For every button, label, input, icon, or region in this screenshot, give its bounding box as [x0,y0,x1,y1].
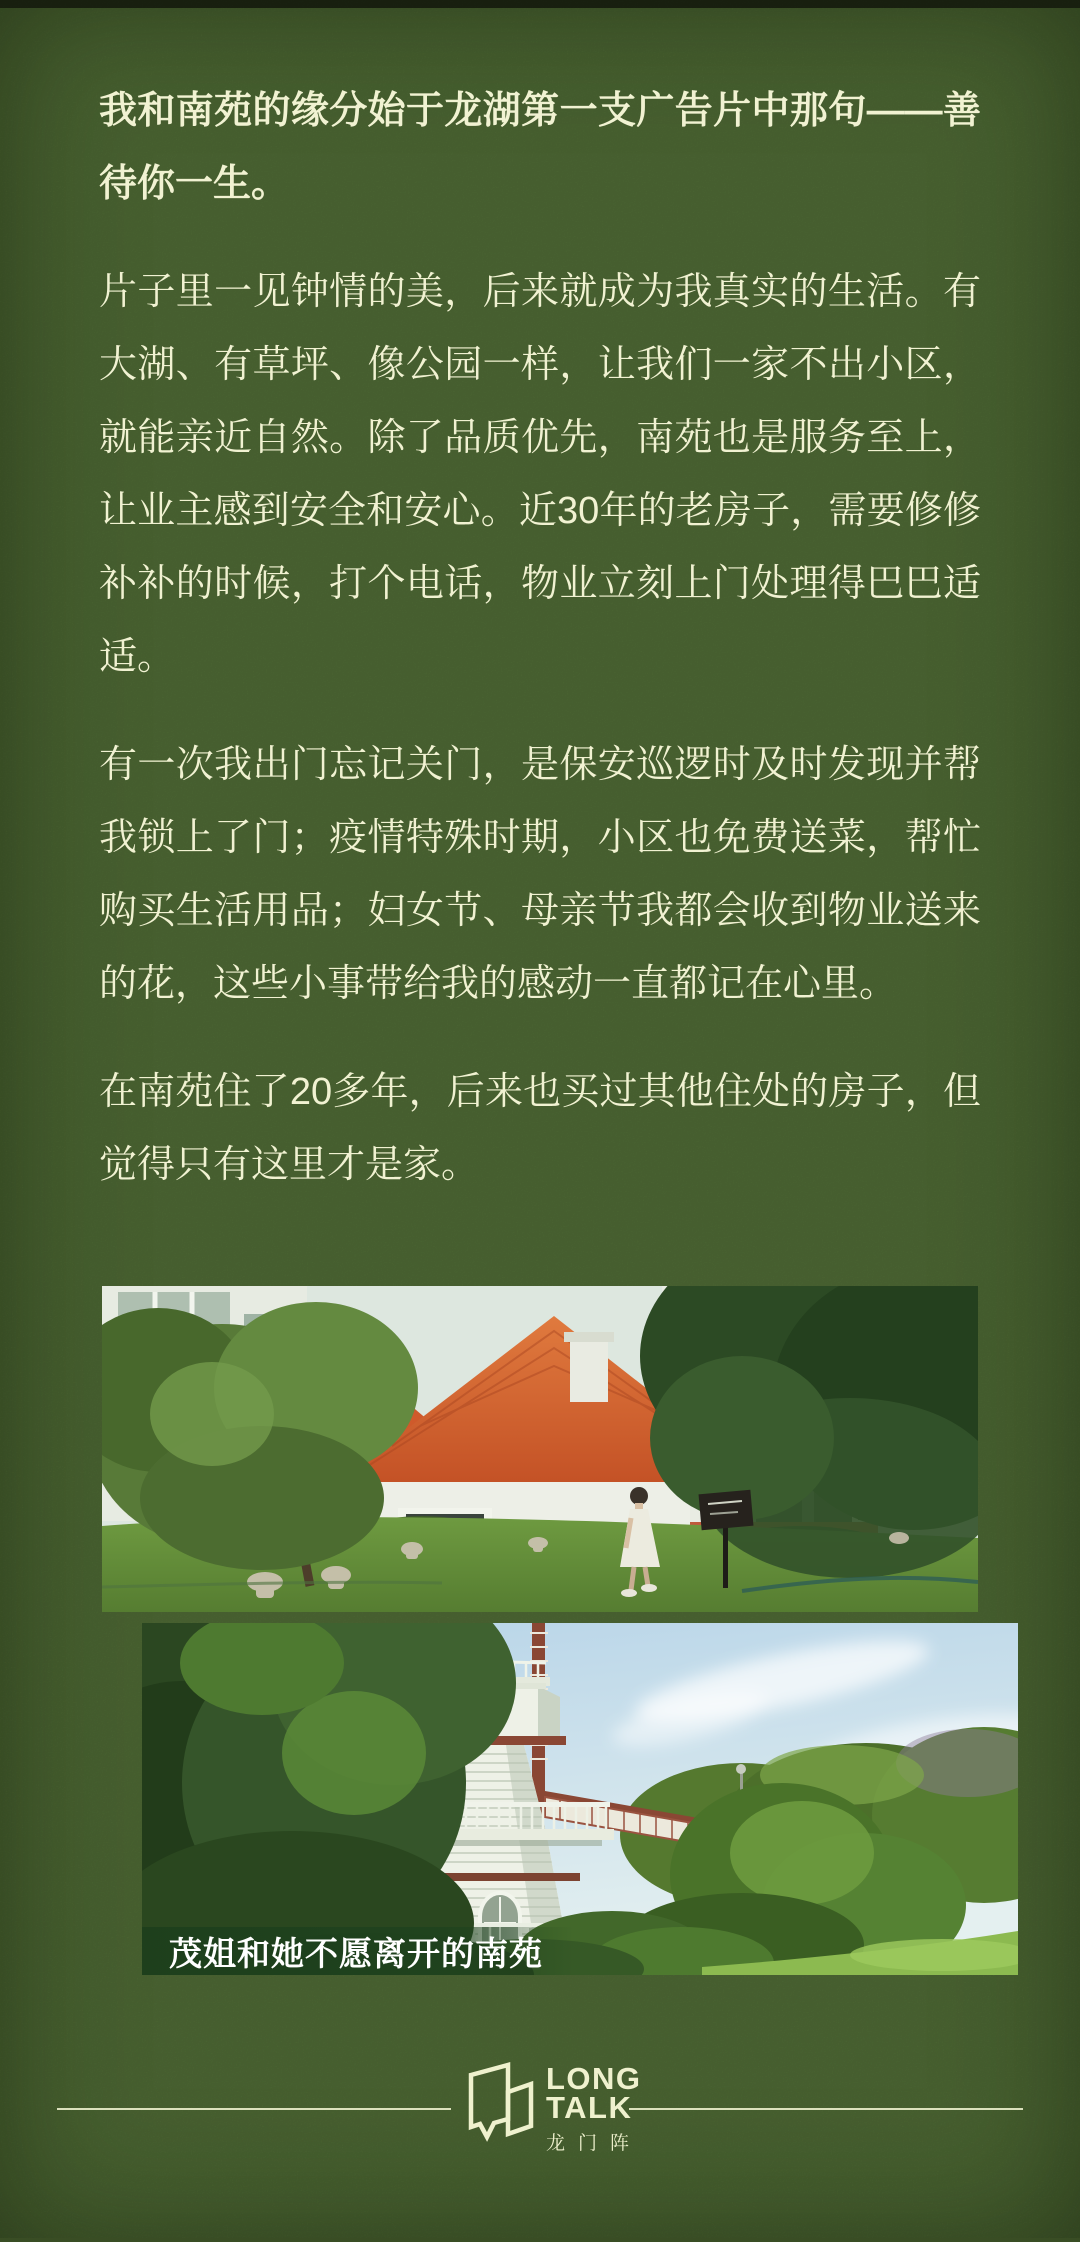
logo-text [546,2058,642,2155]
article-body [99,0,981,1975]
photo-windmill-garden [142,1623,1018,1975]
photo-community-houses [102,1286,978,1612]
logo-line2: TALK [546,2090,633,2125]
article-paragraph: 在南苑住了20多年，后来也买过其他住处的房子，但觉得只有这里才是家。 [99,1071,981,1186]
footer-divider-left [57,2108,451,2110]
article-heading: 我和南苑的缘分始于龙湖第一支广告片中那句——善待你一生。 [99,90,981,205]
bottom-border [0,2238,1080,2242]
article-paragraph: 片子里一见钟情的美，后来就成为我真实的生活。有大湖、有草坪、像公园一样，让我们一家不出小区，就能亲近自然。除了品质优先，南苑也是服务至上，让业主感到安全和安心。近30年的老房子，需要修修补补的时候，打个电话，物业立刻上门处理得巴巴适适。 [99,271,981,678]
logo-line1: LONG [546,2061,642,2096]
photo-gallery [102,1286,978,1975]
photo-caption: 茂姐和她不愿离开的南苑 [169,1934,543,1972]
speech-bubbles-icon [465,2062,535,2147]
footer-divider-right [629,2108,1023,2110]
photo-caption-band [142,1927,574,1975]
article-paragraph: 有一次我出门忘记关门，是保安巡逻时及时发现并帮我锁上了门；疫情特殊时期，小区也免费送菜，帮忙购买生活用品；妇女节、母亲节我都会收到物业送来的花，这些小事带给我的感动一直都记在心里。 [99,744,981,1005]
longtalk-logo [465,2058,642,2155]
logo-chinese: 龙门阵 [546,2133,643,2154]
